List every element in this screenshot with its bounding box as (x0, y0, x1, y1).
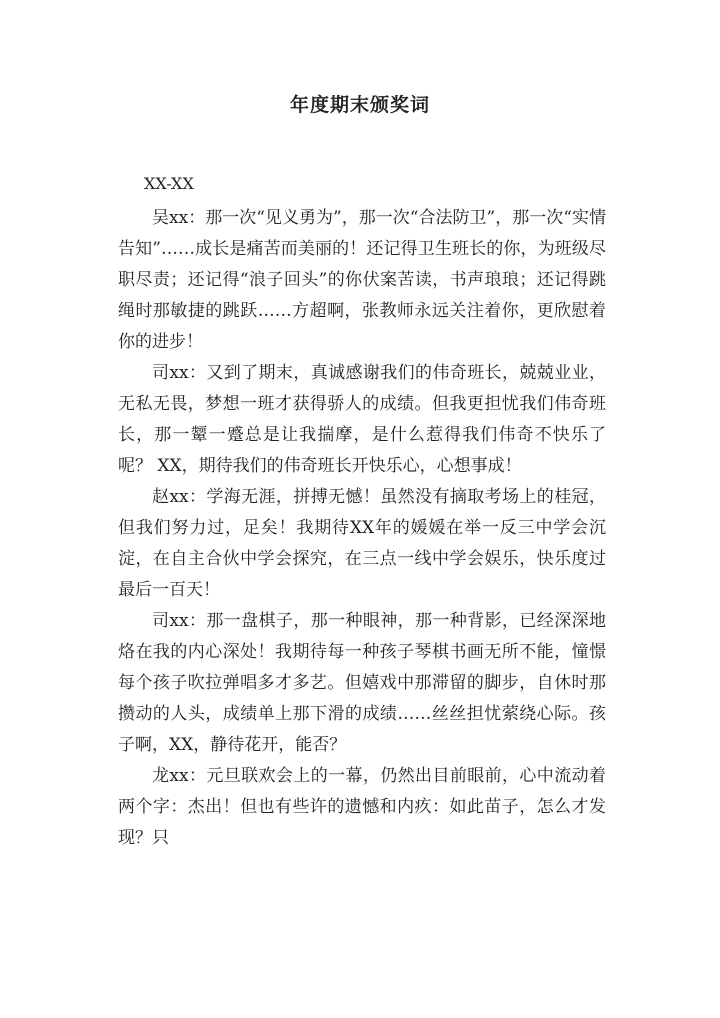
document-title: 年度期末颁奖词 (289, 94, 430, 116)
document-date: XX-XX (144, 174, 194, 193)
award-paragraph-long: 龙xx：元旦联欢会上的一幕，仍然出目前眼前，心中流动着两个字：杰出！但也有些许的遗憾和内疚：如此苗子，怎么才发现？只 (118, 766, 606, 848)
document-body (118, 203, 606, 854)
award-paragraph-si-2: 司xx：那一盘棋子，那一种眼神，那一种背影，已经深深地烙在我的内心深处！我期待每一种孩子琴棋书画无所不能，憧憬每个孩子吹拉弹唱多才多艺。但嬉戏中那滞留的脚步，自休时那攒动的人头，成绩单上那下滑的成绩……丝丝担忧萦绕心际。孩子啊，XX，静待花开，能否？ (118, 611, 606, 755)
award-paragraph-wu: 吴xx：那一次“见义勇为”，那一次“合法防卫”，那一次“实情告知”……成长是痛苦而美丽的！还记得卫生班长的你，为班级尽职尽责；还记得“浪子回头”的你伏案苦读，书声琅琅；还记得跳绳时那敏捷的跳跃……方超啊，张教师永远关注着你，更欣慰着你的进步！ (118, 208, 606, 352)
award-paragraph-zhao: 赵xx：学海无涯，拼搏无憾！虽然没有摘取考场上的桂冠，但我们努力过，足矣！我期待XX年的媛媛在举一反三中学会沉淀，在自主合伙中学会探究，在三点一线中学会娱乐，快乐度过最后一百天！ (118, 487, 606, 600)
award-paragraph-si-1: 司xx：又到了期末，真诚感谢我们的伟奇班长，兢兢业业，无私无畏，梦想一班才获得骄人的成绩。但我更担忧我们伟奇班长，那一颦一蹙总是让我揣摩，是什么惹得我们伟奇不快乐了呢？ XX，期待我们的伟奇班长开快乐心，心想事成！ (118, 363, 606, 476)
